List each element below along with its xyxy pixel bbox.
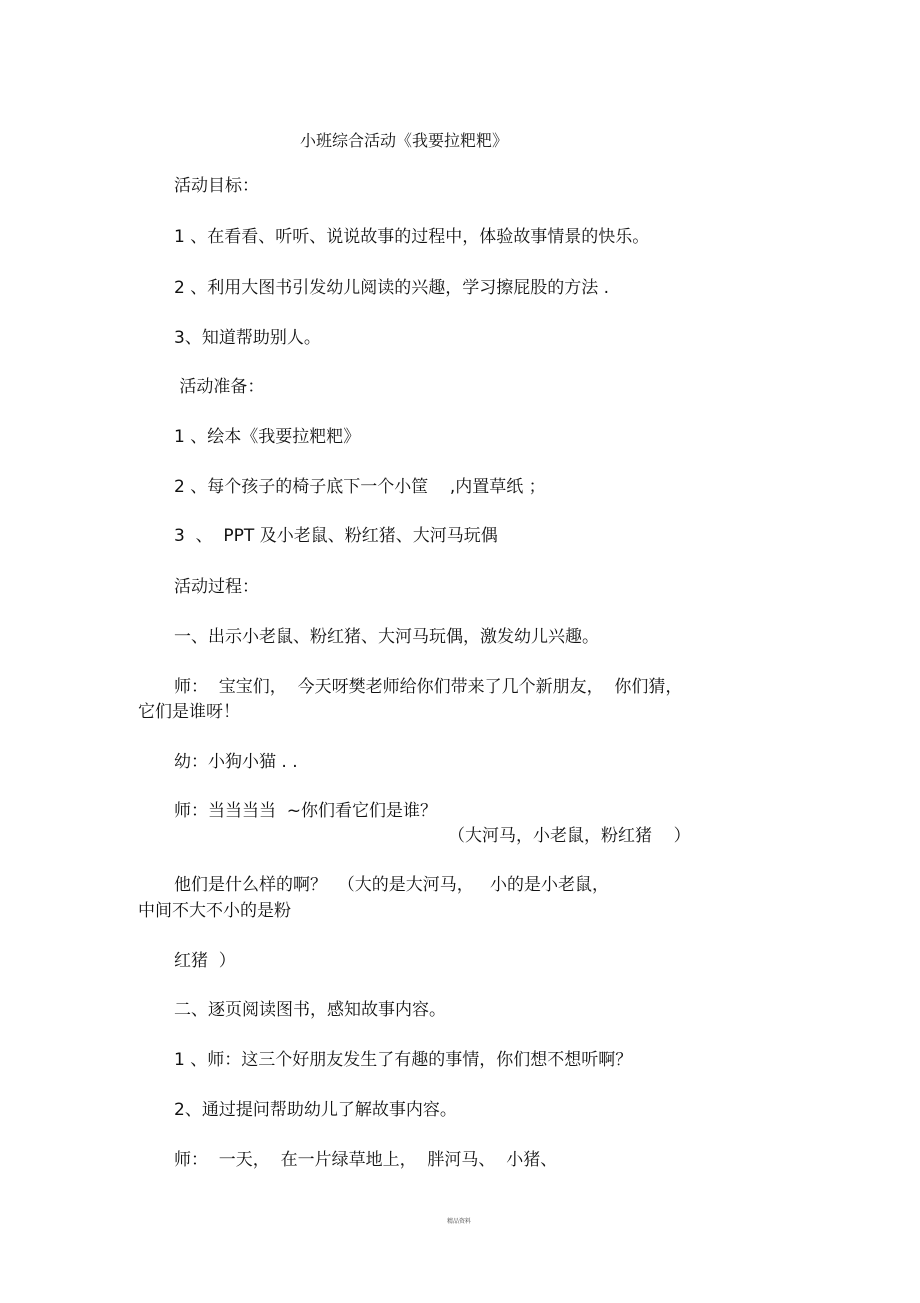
- child-line-1: 幼：小狗小猫 . .: [174, 752, 298, 772]
- process-step-2-item-2: 2、通过提问帮助幼儿了解故事内容。: [174, 1100, 457, 1120]
- teacher-line-4: 师： 一天， 在一片绿草地上， 胖河马、 小猪、: [174, 1150, 558, 1170]
- process-step-1: 一、出示小老鼠、粉红猪、大河马玩偶，激发幼儿兴趣。: [174, 627, 599, 647]
- teacher-line-1b: 它们是谁呀！: [138, 702, 240, 722]
- page-title: 小班综合活动《我要拉粑粑》: [300, 131, 509, 150]
- process-heading: 活动过程：: [174, 577, 259, 597]
- prep-item-2: 2 、每个孩子的椅子底下一个小筐 ,内置草纸 ；: [174, 477, 546, 497]
- prep-item-3: 3 、 PPT 及小老鼠、粉红猪、大河马玩偶: [174, 526, 498, 546]
- page-footer: 精品资料: [447, 1218, 472, 1225]
- teacher-line-3b: 中间不大不小的是粉: [138, 901, 291, 921]
- prep-heading: 活动准备：: [174, 377, 265, 397]
- goal-item-3: 3、知道帮助别人。: [174, 328, 321, 348]
- goal-item-1: 1 、在看看、听听、说说故事的过程中，体验故事情景的快乐。: [174, 227, 650, 247]
- prep-item-1: 1 、绘本《我要拉粑粑》: [174, 427, 361, 447]
- goal-item-2: 2 、利用大图书引发幼儿阅读的兴趣，学习擦屁股的方法 .: [174, 278, 610, 298]
- goal-heading: 活动目标：: [174, 176, 259, 196]
- answer-line-2: （大河马，小老鼠，粉红猪 ）: [448, 826, 691, 846]
- process-step-2-item-1: 1 、师：这三个好朋友发生了有趣的事情，你们想不想听啊？: [174, 1050, 633, 1070]
- teacher-line-1a: 师： 宝宝们， 今天呀樊老师给你们带来了几个新朋友， 你们猜，: [174, 677, 683, 697]
- teacher-line-2: 师：当当当当 ~你们看它们是谁？: [174, 801, 438, 821]
- process-step-2: 二、逐页阅读图书，感知故事内容。: [174, 1000, 446, 1020]
- teacher-line-3c: 红猪 ）: [174, 951, 236, 971]
- teacher-line-3a: 他们是什么样的啊？ （大的是大河马， 小的是小老鼠，: [174, 875, 610, 895]
